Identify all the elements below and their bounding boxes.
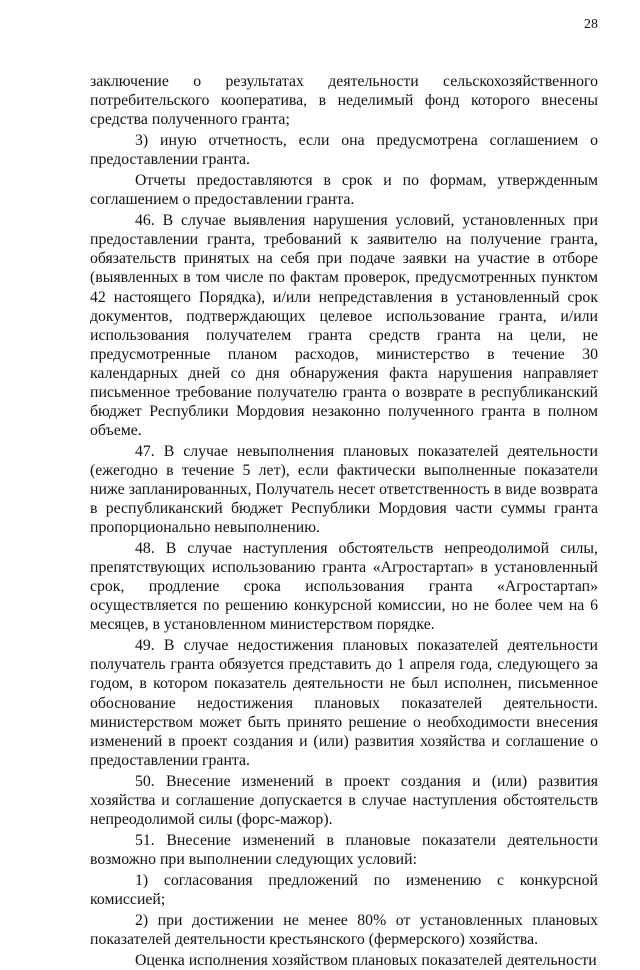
- paragraph-reports: Отчеты предоставляются в срок и по формам, утвержденным соглашением о предоставлении гранта.: [90, 172, 598, 209]
- paragraph-item-3: 3) иную отчетность, если она предусмотрена соглашением о предоставлении гранта.: [90, 132, 598, 169]
- paragraph-46: 46. В случае выявления нарушения условий, установленных при предоставлении гранта, требований к заявителю на получение гранта, обязательств принятых на себя при подаче заявки на участие в отборе (выявленных в том числе по фактам проверок, предусмотренных пунктом 42 настоящего Порядка), и/или непредставления в установленный срок документов, подтверждающих целевое использование гранта, и/или использования получателем гранта средств гранта на цели, не предусмотренные планом расходов, министерство в течение 30 календарных дней со дня обнаружения факта нарушения направляет письменное требование получателю гранта о возврате в республиканский бюджет Республики Мордовия незаконно полученного гранта в полном объеме.: [90, 212, 598, 439]
- paragraph-conclusion: заключение о результатах деятельности сельскохозяйственного потребительского кооператива, в неделимый фонд которого внесены средства полученного гранта;: [90, 73, 598, 129]
- paragraph-51: 51. Внесение изменений в плановые показатели деятельности возможно при выполнении следующих условий:: [90, 831, 598, 868]
- paragraph-48: 48. В случае наступления обстоятельств непреодолимой силы, препятствующих использованию гранта «Агростартап» в установленный срок, продление срока использования гранта «Агростартап» осуществляется по решению конкурсной комиссии, но не более чем на 6 месяцев, в установленном министерством порядке.: [90, 540, 598, 634]
- paragraph-51-item-1: 1) согласования предложений по изменению с конкурсной комиссией;: [90, 871, 598, 908]
- paragraph-assessment: Оценка исполнения хозяйством плановых показателей деятельности: [135, 952, 597, 970]
- paragraph-51-item-2: 2) при достижении не менее 80% от установленных плановых показателей деятельности крестьянского (фермерского) хозяйства.: [90, 912, 598, 949]
- document-body: [90, 72, 598, 970]
- paragraph-50: 50. Внесение изменений в проект создания и (или) развития хозяйства и соглашение допускается в случае наступления обстоятельств непреодолимой силы (форс-мажор).: [90, 772, 598, 828]
- paragraph-47: 47. В случае невыполнения плановых показателей деятельности (ежегодно в течение 5 лет), если фактически выполненные показатели ниже запланированных, Получатель несет ответственность в виде возврата в республиканский бюджет Республики Мордовия части суммы гранта пропорционально невыполнению.: [90, 442, 598, 537]
- page-number: 28: [584, 17, 598, 32]
- paragraph-49: 49. В случае недостижения плановых показателей деятельности получатель гранта обязуется представить до 1 апреля года, следующего за годом, в котором показатель деятельности не был исполнен, письменное обоснование недостижения плановых показателей деятельности. министерством может быть принято решение о необходимости внесения изменений в проект создания и (или) развития хозяйства и соглашение о предоставлении гранта.: [90, 637, 598, 769]
